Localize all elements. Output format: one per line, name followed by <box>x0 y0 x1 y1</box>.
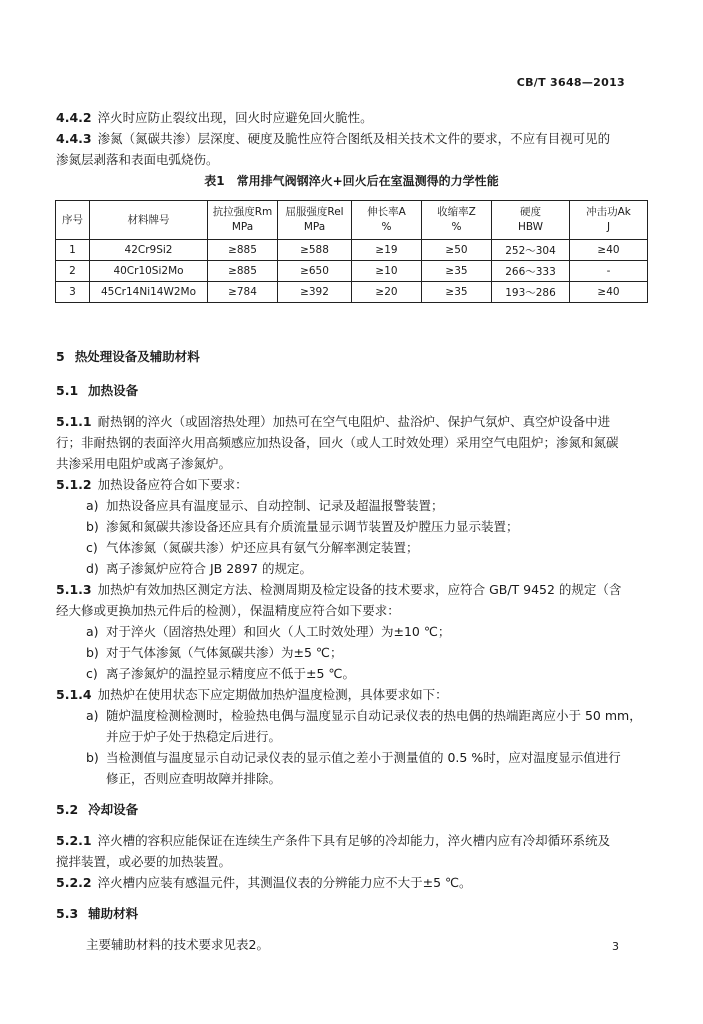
table-cell: ≥50 <box>422 240 492 261</box>
clause-5-1-1-line: 行；非耐热钢的表面淬火用高频感应加热设备，回火（或人工时效处理）采用空气电阻炉；渗氮和氮碳 <box>56 435 619 450</box>
clause-text: 渗氮（氮碳共渗）层深度、硬度及脆性应符合图纸及相关技术文件的要求，不应有目视可见的 <box>97 131 611 146</box>
table-cell: 3 <box>56 282 90 303</box>
header-cell: 硬度 HBW <box>492 201 570 240</box>
header-cell: 序号 <box>56 201 90 240</box>
clause-4-4 <box>56 107 646 170</box>
table-header-row <box>56 201 648 240</box>
clause-5-1-4: 5.1.4 加热炉在使用状态下应定期做加热炉温度检测，具体要求如下： <box>56 687 448 702</box>
table-cell: ≥392 <box>278 282 352 303</box>
table-cell: 1 <box>56 240 90 261</box>
list-item: c) 离子渗氮炉的温控显示精度应不低于±5 ℃。 <box>86 666 355 681</box>
list-item: a) 随炉温度检测检测时，检验热电偶与温度显示自动记录仪表的热电偶的热端距离应小于 50 mm， <box>86 708 642 723</box>
table-cell: 42Cr9Si2 <box>90 240 208 261</box>
section-5 <box>56 346 646 955</box>
table-cell: ≥35 <box>422 282 492 303</box>
clause-5-1-1: 5.1.1 耐热钢的淬火（或固溶热处理）加热可在空气电阻炉、盐浴炉、保护气氛炉、真空炉设备中进 <box>56 414 611 429</box>
table-cell: 2 <box>56 261 90 282</box>
table-cell: ≥20 <box>352 282 422 303</box>
table-cell: 266～333 <box>492 261 570 282</box>
list-item: b) 渗氮和氮碳共渗设备还应具有介质流量显示调节装置及炉膛压力显示装置； <box>86 519 519 534</box>
table-cell: ≥588 <box>278 240 352 261</box>
table-cell: ≥19 <box>352 240 422 261</box>
page-number: 3 <box>612 940 619 953</box>
table-row <box>56 261 648 282</box>
clause-4-4-3-cont <box>56 149 646 170</box>
header-cell: 伸长率A % <box>352 201 422 240</box>
header-cell: 材料牌号 <box>90 201 208 240</box>
header-cell: 收缩率Z % <box>422 201 492 240</box>
subsection-heading-5-2: 5.2 冷却设备 <box>56 802 139 817</box>
list-item: d) 离子渗氮炉应符合 JB 2897 的规定。 <box>86 561 312 576</box>
clause-5-1-3-line: 经大修或更换加热元件后的检测），保温精度应符合如下要求： <box>56 603 400 618</box>
clause-4-4-2 <box>56 107 646 128</box>
clause-number: 4.4.2 <box>56 110 92 125</box>
table-cell: ≥650 <box>278 261 352 282</box>
mechanical-properties-table <box>55 200 648 303</box>
table-row <box>56 282 648 303</box>
table-cell: - <box>570 261 648 282</box>
clause-5-2-1: 5.2.1 淬火槽的容积应能保证在连续生产条件下具有足够的冷却能力，淬火槽内应有冷却循环系统及 <box>56 833 611 848</box>
standard-number: CB/T 3648—2013 <box>516 76 625 89</box>
subsection-heading-5-1: 5.1 加热设备 <box>56 383 139 398</box>
list-item-cont: 修正，否则应查明故障并排除。 <box>106 771 282 786</box>
table-cell: ≥10 <box>352 261 422 282</box>
table-cell: ≥40 <box>570 282 648 303</box>
section-heading: 5 热处理设备及辅助材料 <box>56 349 200 364</box>
table-cell: ≥885 <box>208 261 278 282</box>
table-cell: ≥40 <box>570 240 648 261</box>
clause-4-4-3 <box>56 128 646 149</box>
list-item-cont: 并应于炉子处于热稳定后进行。 <box>106 729 282 744</box>
table-cell: ≥35 <box>422 261 492 282</box>
clause-5-2-1-line: 搅拌装置，或必要的加热装置。 <box>56 854 232 869</box>
table-cell: ≥784 <box>208 282 278 303</box>
clause-text: 渗氮层剥落和表面电弧烧伤。 <box>56 152 219 167</box>
table-row <box>56 240 648 261</box>
header-cell: 屈服强度Rel MPa <box>278 201 352 240</box>
list-item: a) 对于淬火（固溶热处理）和回火（人工时效处理）为±10 ℃； <box>86 624 451 639</box>
table-cell: 40Cr10Si2Mo <box>90 261 208 282</box>
header-cell: 抗拉强度Rm MPa <box>208 201 278 240</box>
table-caption: 表1 常用排气阀钢淬火+回火后在室温测得的力学性能 <box>204 174 499 188</box>
table-cell: ≥885 <box>208 240 278 261</box>
clause-text: 淬火时应防止裂纹出现，回火时应避免回火脆性。 <box>97 110 373 125</box>
table-cell: 252～304 <box>492 240 570 261</box>
header-cell: 冲击功Ak J <box>570 201 648 240</box>
clause-number: 4.4.3 <box>56 131 92 146</box>
subsection-heading-5-3: 5.3 辅助材料 <box>56 906 139 921</box>
clause-5-1-1-line: 共渗采用电阻炉或离子渗氮炉。 <box>56 456 232 471</box>
clause-5-3-text: 主要辅助材料的技术要求见表2。 <box>86 937 269 952</box>
list-item: b) 对于气体渗氮（气体氮碳共渗）为±5 ℃； <box>86 645 343 660</box>
list-item: c) 气体渗氮（氮碳共渗）炉还应具有氨气分解率测定装置； <box>86 540 419 555</box>
clause-5-1-3: 5.1.3 加热炉有效加热区测定方法、检测周期及检定设备的技术要求，应符合 GB/T 9452 的规定（含 <box>56 582 622 597</box>
list-item: b) 当检测值与温度显示自动记录仪表的显示值之差小于测量值的 0.5 %时，应对温度显示值进行 <box>86 750 621 765</box>
list-item: a) 加热设备应具有温度显示、自动控制、记录及超温报警装置； <box>86 498 444 513</box>
clause-5-1-2: 5.1.2 加热设备应符合如下要求： <box>56 477 248 492</box>
table-cell: 193～286 <box>492 282 570 303</box>
clause-5-2-2: 5.2.2 淬火槽内应装有感温元件，其测温仪表的分辨能力应不大于±5 ℃。 <box>56 875 472 890</box>
table-cell: 45Cr14Ni14W2Mo <box>90 282 208 303</box>
